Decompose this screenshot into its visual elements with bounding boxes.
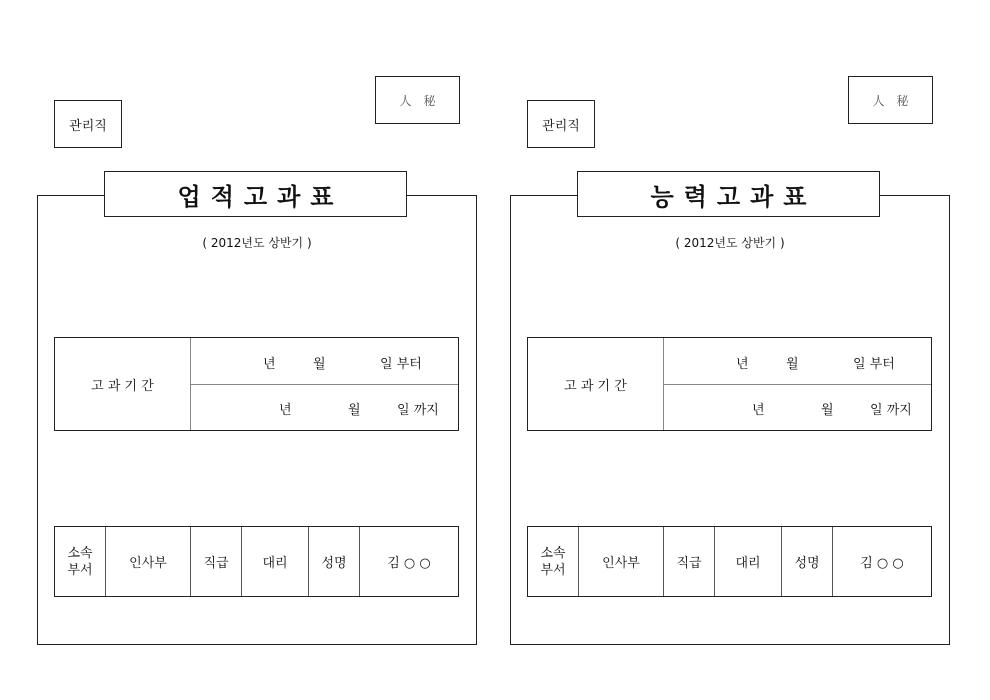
period-from-row — [191, 338, 458, 385]
employee-info-table — [527, 526, 932, 597]
name-value: 김 ○ ○ — [387, 556, 431, 571]
performance-form — [0, 0, 480, 700]
period-label: 고 과 기 간 — [528, 338, 664, 430]
confidential-label: 人 秘 — [399, 93, 436, 108]
name-label: 성명 — [309, 527, 360, 596]
to-day: 일 까지 — [397, 403, 439, 418]
dept-label-1: 소속 — [540, 545, 566, 561]
employee-info-table — [54, 526, 459, 597]
category-box — [54, 100, 122, 148]
category-label: 관리직 — [542, 118, 580, 134]
category-box — [527, 100, 595, 148]
period-label: 고 과 기 간 — [55, 338, 191, 430]
from-month: 월 — [313, 357, 326, 372]
dept-value: 인사부 — [579, 527, 664, 596]
form-title — [577, 171, 880, 217]
from-year: 년 — [263, 357, 276, 372]
dept-label-1: 소속 — [67, 545, 93, 561]
form-title-text: 능력고과표 — [650, 182, 817, 211]
dept-label-2: 부서 — [540, 562, 566, 578]
from-day: 일 부터 — [853, 357, 895, 372]
form-title-text: 업적고과표 — [177, 182, 344, 211]
confidential-label: 人 秘 — [872, 93, 909, 108]
ability-form — [473, 0, 953, 700]
from-year: 년 — [736, 357, 749, 372]
dept-label-2: 부서 — [67, 562, 93, 578]
name-value: 김 ○ ○ — [860, 556, 904, 571]
period-to-row — [664, 384, 931, 430]
name-label: 성명 — [782, 527, 833, 596]
category-label: 관리직 — [69, 118, 107, 134]
to-day: 일 까지 — [870, 403, 912, 418]
form-title — [104, 171, 407, 217]
dept-label-cell — [55, 527, 106, 596]
dept-label-cell — [528, 527, 579, 596]
evaluation-period-table — [54, 337, 459, 431]
to-year: 년 — [279, 403, 292, 418]
form-subtitle: ( 2012년도 상반기 ) — [675, 236, 785, 250]
confidential-stamp — [848, 76, 933, 124]
to-year: 년 — [752, 403, 765, 418]
rank-value: 대리 — [242, 527, 309, 596]
period-from-row — [664, 338, 931, 385]
from-day: 일 부터 — [380, 357, 422, 372]
rank-label: 직급 — [191, 527, 242, 596]
from-month: 월 — [786, 357, 799, 372]
rank-label: 직급 — [664, 527, 715, 596]
to-month: 월 — [348, 403, 361, 418]
confidential-stamp — [375, 76, 460, 124]
period-to-row — [191, 384, 458, 430]
dept-value: 인사부 — [106, 527, 191, 596]
form-subtitle: ( 2012년도 상반기 ) — [202, 236, 312, 250]
to-month: 월 — [821, 403, 834, 418]
rank-value: 대리 — [715, 527, 782, 596]
evaluation-period-table — [527, 337, 932, 431]
